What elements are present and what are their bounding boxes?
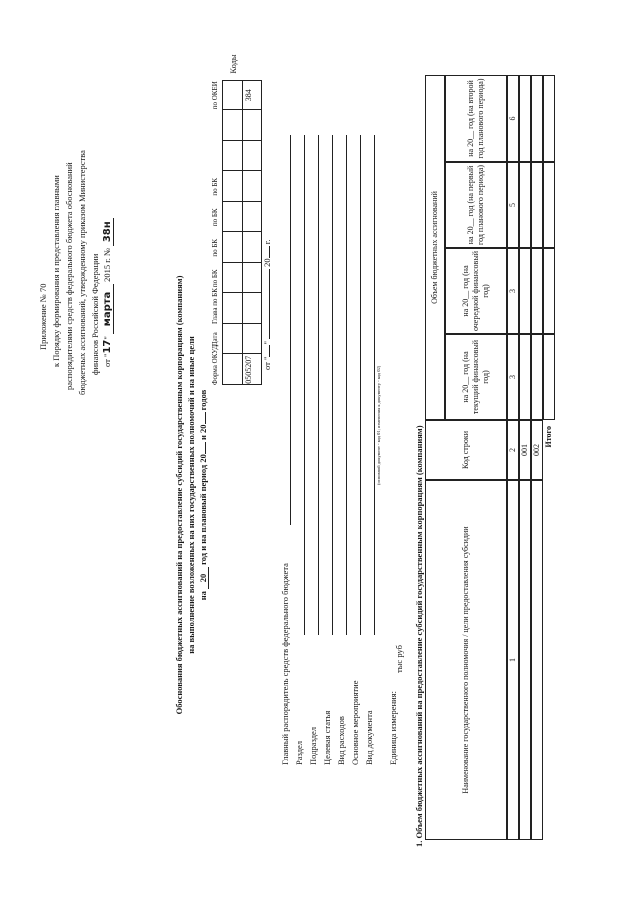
order-number: 38н: [103, 218, 114, 246]
appendix-number: Приложение № 70: [38, 283, 48, 350]
table-header-y2: на 20__ год (на очередной финансовый год): [445, 248, 507, 334]
section-title: 1. Объем бюджетных ассигнований на предоставление субсидий государственным корпорациям (компаниям): [414, 425, 424, 847]
field-underline: [360, 135, 361, 635]
table-cell[interactable]: [519, 480, 531, 840]
codes-row-label: Глава по БК: [211, 288, 219, 324]
table-column-number: 1: [507, 480, 519, 840]
table-cell[interactable]: [531, 480, 543, 840]
table-cell[interactable]: [531, 75, 543, 162]
table-cell[interactable]: [531, 248, 543, 334]
table-total-label: Итого: [544, 426, 553, 448]
table-header-y1: на 20__ год (на текущий финансовый год): [445, 334, 507, 420]
table-header-code: Код строки: [425, 420, 507, 480]
header-line-2: распорядителями средств федерального бюджета обоснований: [64, 162, 74, 390]
field-label: Вид документа: [364, 710, 374, 765]
field-label: Основное мероприятие: [350, 680, 360, 765]
codes-row-label: по БК: [211, 177, 219, 196]
field-underline: [346, 135, 347, 635]
table-cell[interactable]: 002: [531, 420, 543, 480]
table-column-number: 3: [507, 248, 519, 334]
codes-row-value: 384: [244, 89, 253, 102]
table-header-group: Объем бюджетных ассигнований: [425, 75, 445, 420]
table-header-name: Наименование государственного полномочия / цели предоставления субсидии: [425, 480, 507, 840]
codes-row-label: по БК: [211, 238, 219, 257]
title-line-2: на выполнение возложенных на них государственных полномочий и на иные цели: [186, 336, 196, 654]
field-label: Вид расходов: [336, 716, 346, 765]
order-month: марта: [103, 284, 114, 334]
table-cell[interactable]: [519, 75, 531, 162]
field-underline: [290, 135, 291, 525]
unit-label: Единица измерения:: [388, 691, 398, 765]
table-cell[interactable]: [531, 334, 543, 420]
order-date: от "17" марта 2015 г. № 38н: [102, 218, 114, 367]
field-underline: [332, 135, 333, 635]
field-underline: [318, 135, 319, 635]
header-line-4: финансов Российской Федерации: [90, 253, 100, 375]
field-label: Подраздел: [308, 726, 318, 765]
codes-row-label: по БК: [211, 208, 219, 227]
field-underline: [374, 135, 375, 635]
codes-row-label: по БК: [211, 269, 219, 288]
table-cell[interactable]: 001: [519, 420, 531, 480]
table-cell[interactable]: [531, 162, 543, 248]
field-underline: [304, 135, 305, 635]
table-total-cell[interactable]: [543, 162, 555, 248]
order-day: 17: [102, 339, 113, 354]
document-date-line: от "" 20 г.: [262, 239, 272, 370]
table-cell[interactable]: [519, 162, 531, 248]
field-label: Целевая статья: [322, 710, 332, 765]
codes-header: Коды: [228, 54, 238, 74]
table-total-cell[interactable]: [543, 75, 555, 162]
codes-row-label: Форма ОКУД: [211, 344, 219, 385]
title-line-1: Обоснования бюджетных ассигнований на предоставление субсидий государственным корпорациям (компаниям): [174, 275, 184, 715]
unit-value: тыс руб: [394, 645, 404, 673]
table-header-y4: на 20__ год (на второй год планового периода): [445, 75, 507, 162]
header-line-1: к Порядку формирования и представления главными: [51, 175, 61, 367]
table-header-y3: на 20__ год (на первый год планового периода): [445, 162, 507, 248]
document-type-note: (основной документ - код 01; изменения к документу - код 02): [376, 365, 381, 485]
codes-row-label: Дата: [211, 332, 219, 347]
table-column-number: 3: [507, 334, 519, 420]
table-total-cell[interactable]: [543, 334, 555, 420]
table-cell[interactable]: [519, 248, 531, 334]
codes-row-label: по ОКЕИ: [211, 81, 219, 110]
title-line-3: на 20 год и на плановый период 20 и 20 годов: [198, 389, 208, 601]
table-column-number: 6: [507, 75, 519, 162]
table-cell[interactable]: [519, 334, 531, 420]
table-column-number: 2: [507, 420, 519, 480]
codes-row-value: 0505207: [244, 355, 253, 384]
header-line-3: бюджетных ассигнований, утвержденному приказом Министерства: [77, 150, 87, 395]
field-label: Главный распорядитель средств федерального бюджета: [280, 563, 290, 765]
table-column-number: 5: [507, 162, 519, 248]
table-total-cell[interactable]: [543, 248, 555, 334]
field-label: Раздел: [294, 740, 304, 765]
